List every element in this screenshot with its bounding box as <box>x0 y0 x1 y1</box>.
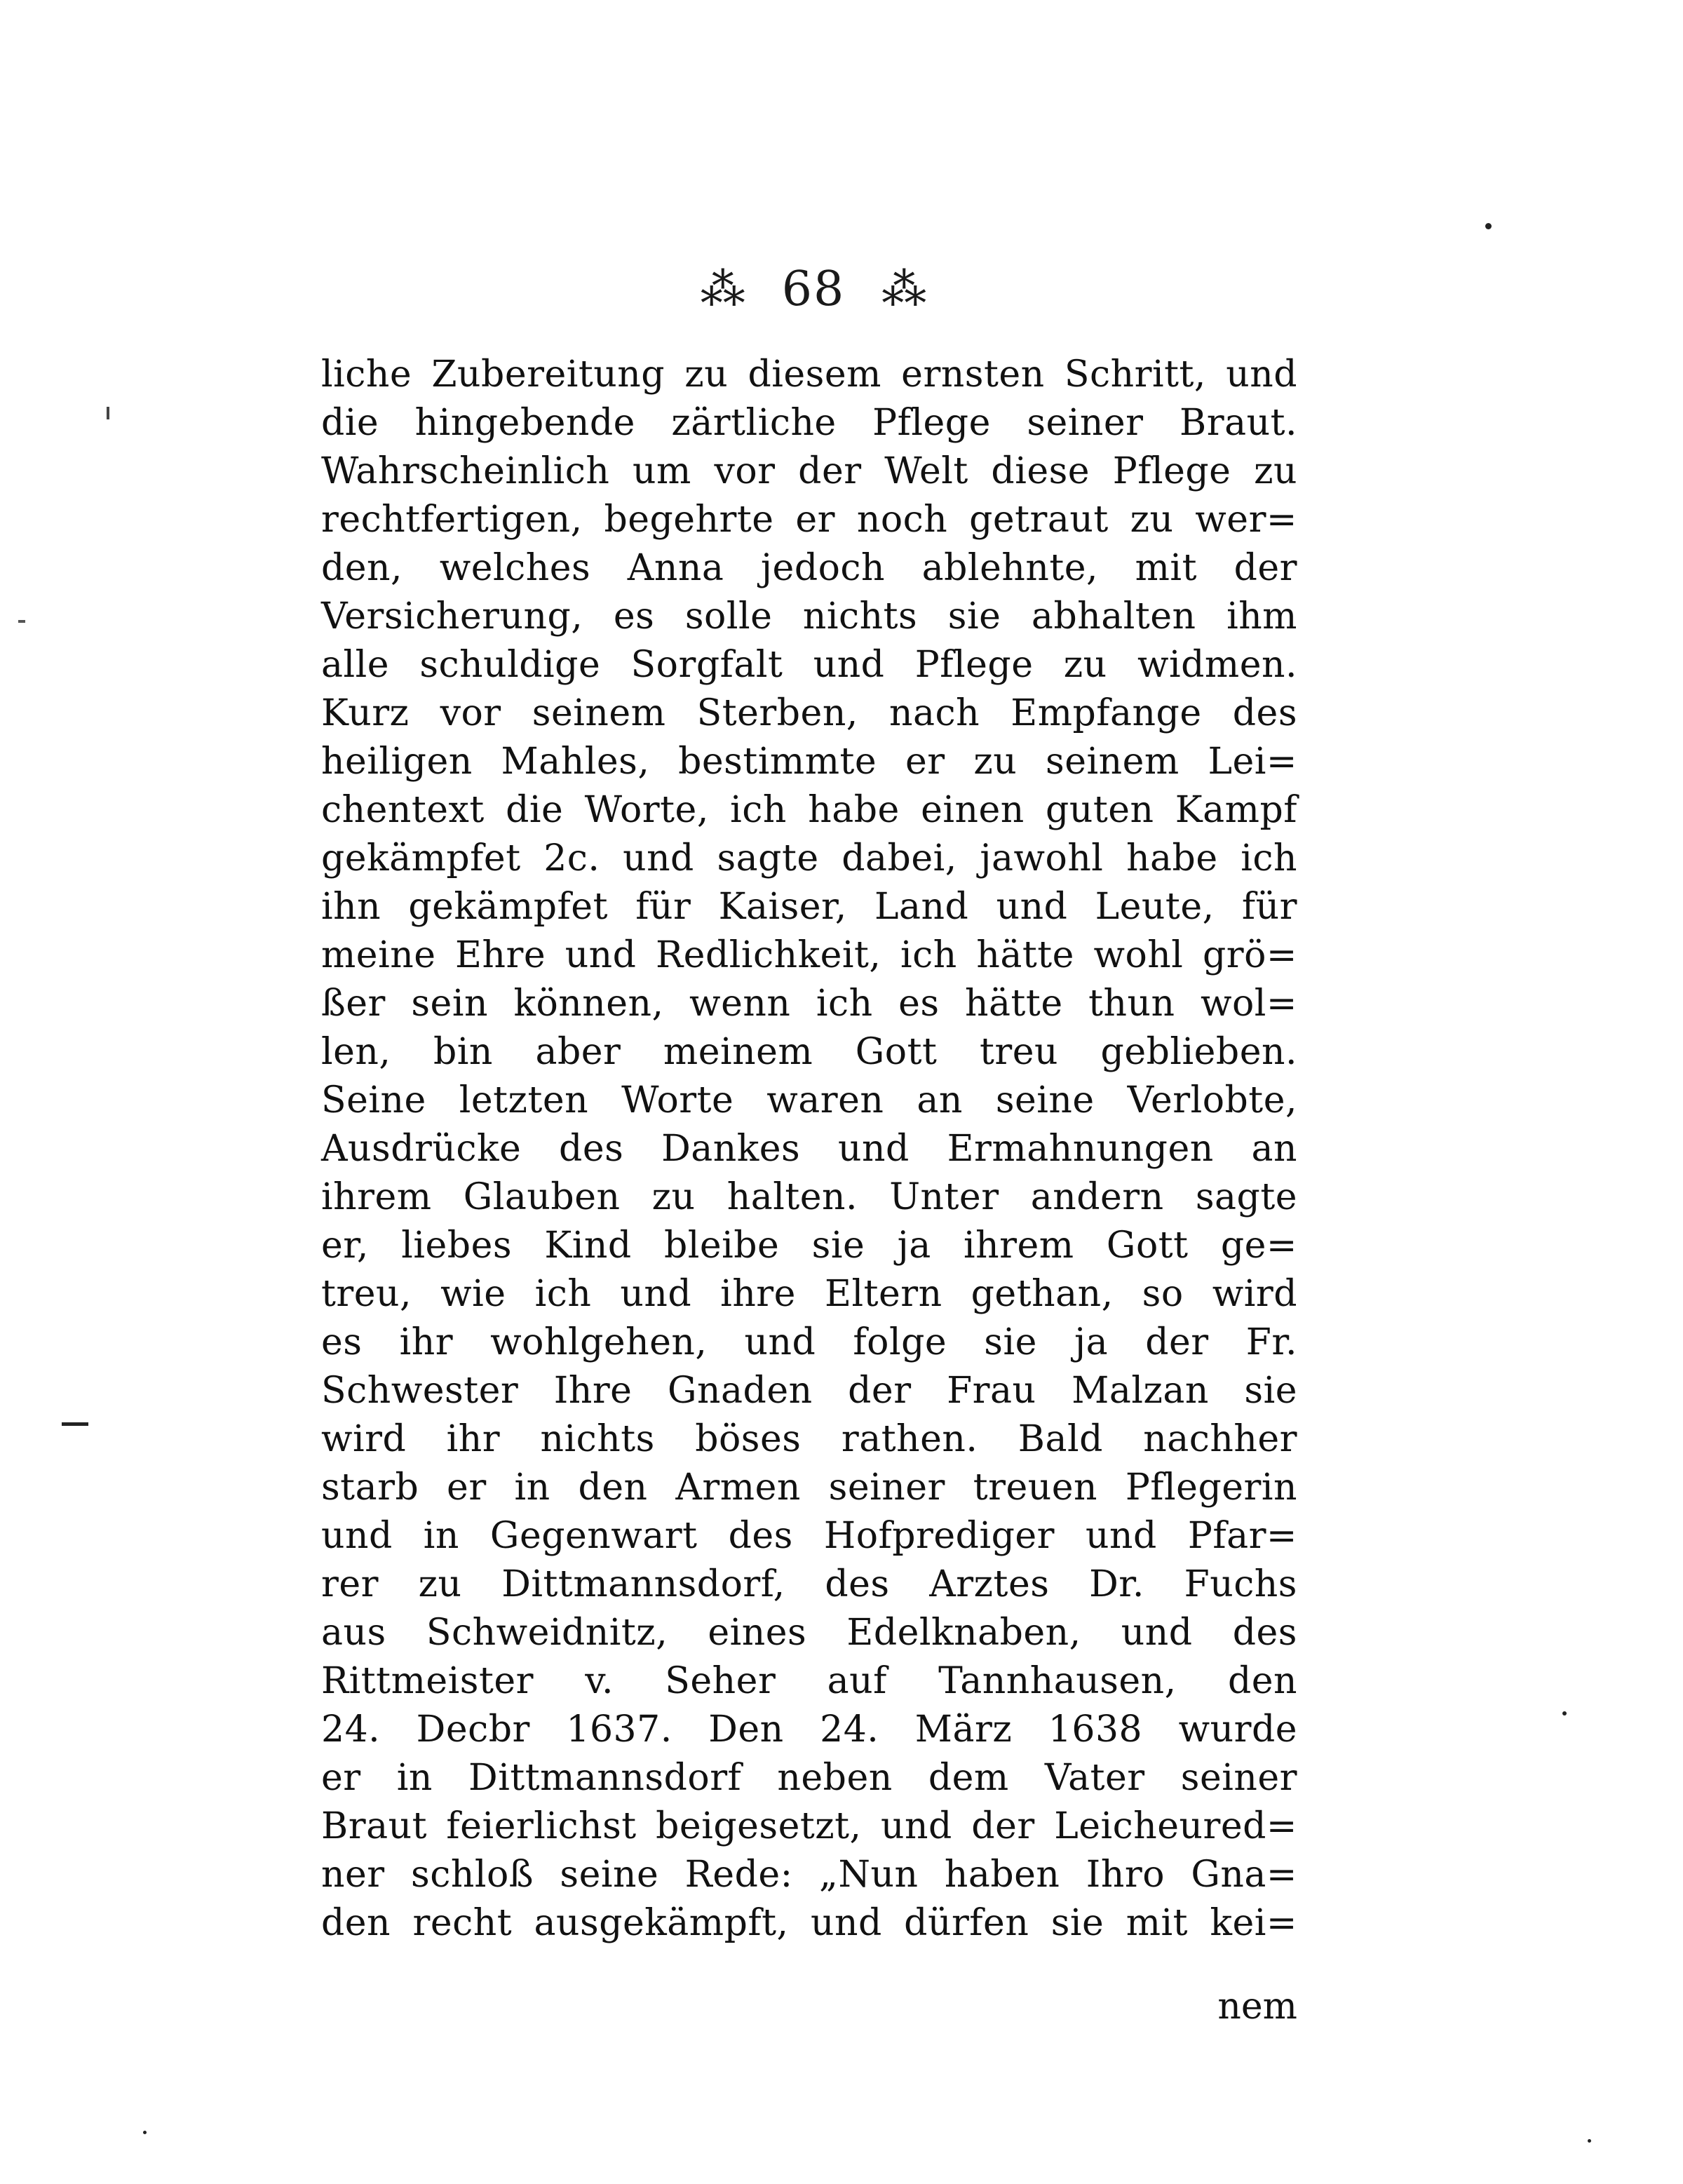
text-line: Braut feierlichst beigesetzt, und der Leicheured= <box>321 1805 1297 1847</box>
text-line: 24. Decbr 1637. Den 24. März 1638 wurde <box>321 1708 1297 1751</box>
text-line: Rittmeister v. Seher auf Tannhausen, den <box>321 1660 1297 1702</box>
catchword: nem <box>1217 1986 1297 2028</box>
text-line: alle schuldige Sorgfalt und Pflege zu widmen. <box>321 644 1297 686</box>
text-line: treu, wie ich und ihre Eltern gethan, so wird <box>321 1273 1297 1315</box>
text-line: chentext die Worte, ich habe einen guten Kampf <box>321 789 1297 831</box>
margin-tick-mark <box>18 620 25 623</box>
text-line: liche Zubereitung zu diesem ernsten Schritt, und <box>321 353 1297 396</box>
ink-speck <box>143 2131 147 2134</box>
text-line: den recht ausgekämpft, und dürfen sie mit kei= <box>321 1902 1297 1944</box>
ink-speck <box>1588 2139 1591 2143</box>
text-line: gekämpfet 2c. und sagte dabei, jawohl habe ich <box>321 837 1297 879</box>
text-line: rer zu Dittmannsdorf, des Arztes Dr. Fuchs <box>321 1563 1297 1605</box>
margin-dash-mark <box>62 1422 88 1426</box>
margin-tick-mark <box>107 407 109 419</box>
text-line: die hingebende zärtliche Pflege seiner Braut. <box>321 402 1297 444</box>
ink-speck <box>1562 1711 1567 1715</box>
text-line: starb er in den Armen seiner treuen Pflegerin <box>321 1467 1297 1509</box>
text-line: Seine letzten Worte waren an seine Verlobte, <box>321 1079 1297 1121</box>
page-header <box>666 251 961 328</box>
text-line: Kurz vor seinem Sterben, nach Empfange des <box>321 692 1297 734</box>
text-line: ihn gekämpfet für Kaiser, Land und Leute, für <box>321 886 1297 928</box>
text-line: len, bin aber meinem Gott treu geblieben. <box>321 1031 1297 1073</box>
text-line: Schwester Ihre Gnaden der Frau Malzan sie <box>321 1370 1297 1412</box>
body-text <box>321 351 1297 1948</box>
text-line: er in Dittmannsdorf neben dem Vater seiner <box>321 1757 1297 1799</box>
text-line: er, liebes Kind bleibe sie ja ihrem Gott ge= <box>321 1225 1297 1267</box>
text-line: heiligen Mahles, bestimmte er zu seinem Lei= <box>321 741 1297 783</box>
text-line: Versicherung, es solle nichts sie abhalten ihm <box>321 595 1297 638</box>
text-line: und in Gegenwart des Hofprediger und Pfar= <box>321 1515 1297 1557</box>
ornament-left-icon: ⁂ <box>700 264 745 316</box>
text-line: Wahrscheinlich um vor der Welt diese Pflege zu <box>321 450 1297 492</box>
text-line: Ausdrücke des Dankes und Ermahnungen an <box>321 1128 1297 1170</box>
ornament-right-icon: ⁂ <box>881 264 927 316</box>
text-line: ßer sein können, wenn ich es hätte thun wol= <box>321 983 1297 1025</box>
text-line: es ihr wohlgehen, und folge sie ja der Fr. <box>321 1321 1297 1363</box>
text-line: wird ihr nichts böses rathen. Bald nachher <box>321 1418 1297 1460</box>
text-line: aus Schweidnitz, eines Edelknaben, und des <box>321 1612 1297 1654</box>
page-number: 68 <box>781 262 846 317</box>
text-line: meine Ehre und Redlichkeit, ich hätte wohl grö= <box>321 934 1297 976</box>
text-line: rechtfertigen, begehrte er noch getraut zu wer= <box>321 499 1297 541</box>
text-line: den, welches Anna jedoch ablehnte, mit der <box>321 547 1297 589</box>
text-line: ner schloß seine Rede: „Nun haben Ihro Gna= <box>321 1854 1297 1896</box>
ink-speck <box>1485 223 1492 229</box>
text-line: ihrem Glauben zu halten. Unter andern sagte <box>321 1176 1297 1218</box>
